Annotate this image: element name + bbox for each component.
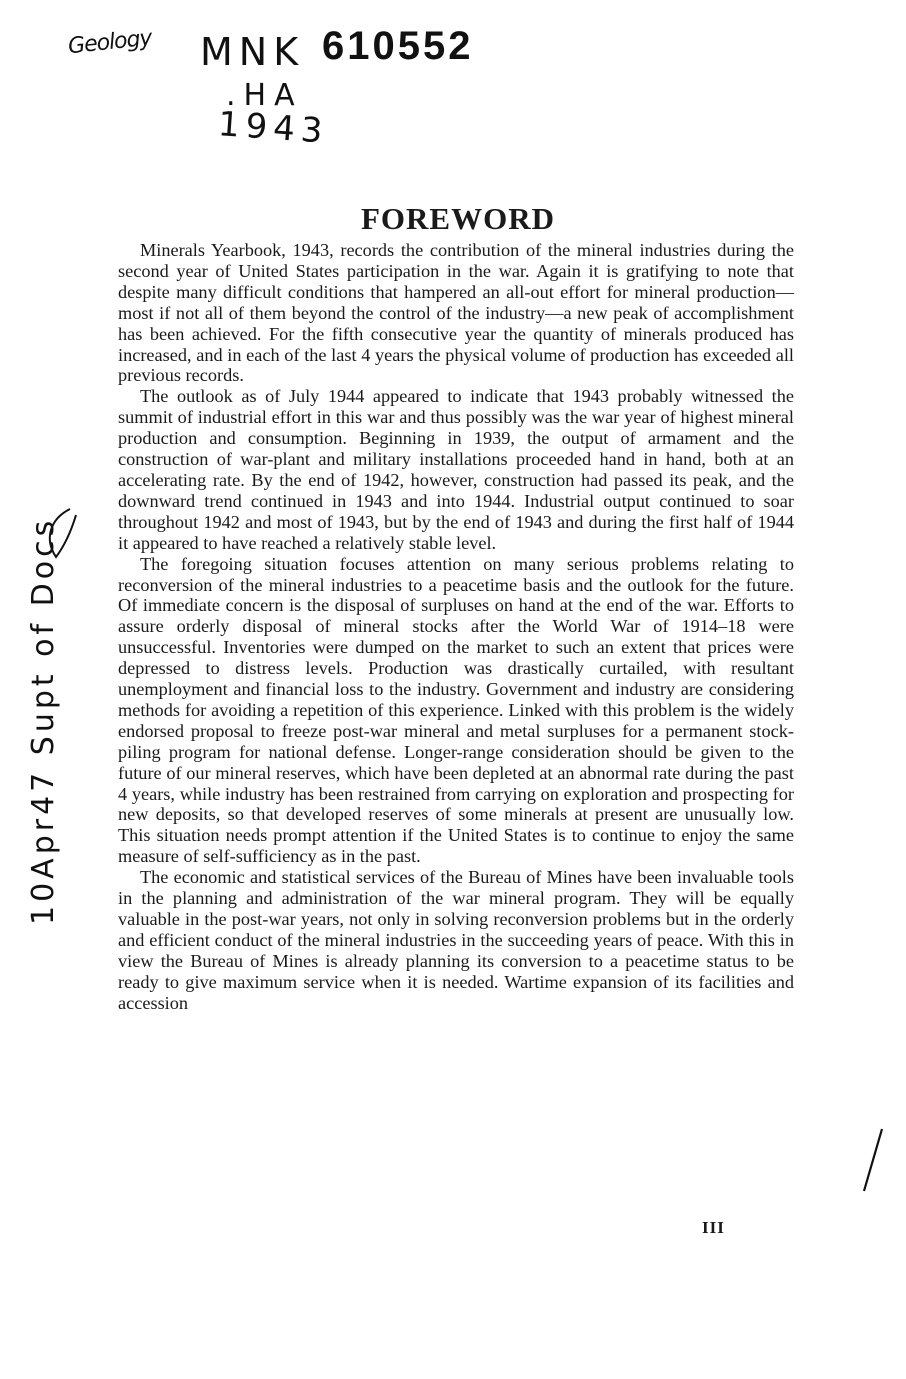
paragraph-2: The outlook as of July 1944 appeared to indicate that 1943 probably witnessed the summit of industrial effort in this war and thus possibly was the war year of highest mineral production and consumption. Beginning in 1939, the output of armament and the construction of war-plant and military installations proceeded hand in hand, both at an accelerating rate. By the end of 1942, however, construction had passed its peak, and the downward trend continued in 1943 and into 1944. Industrial output continued to soar throughout 1942 and most of 1943, but by the end of 1943 and during the first half of 1944 it appeared to have reached a relatively stable level. xyxy=(118,386,794,553)
margin-pen-mark xyxy=(40,505,80,565)
page-title: FOREWORD xyxy=(361,200,555,236)
paragraph-3: The foregoing situation focuses attention on many serious problems relating to reconversion of the mineral industries to a peacetime basis and the outlook for the future. Of immediate concern is the disposal of surpluses on hand at the end of the war. Efforts to assure orderly disposal of mineral stocks after the World War of 1914–18 were unsuccessful. Inventories were dumped on the market to such an extent that prices were depressed to distress levels. Production was drastically curtailed, with resultant unemployment and financial loss to the industry. Government and industry are considering methods for avoiding a repetition of this experience. Linked with this problem is the widely endorsed proposal to freeze post-war mineral and metal surpluses for a permanent stock-piling program for national defense. Longer-range consideration should be given to the future of our mineral reserves, which have been depleted at an abnormal rate during the past 4 years, while industry has been restrained from carrying on exploration and prospecting for new deposits, so that developed reserves of some minerals at present are unusually low. This situation needs prompt attention if the United States is to continue to enjoy the same measure of self-sufficiency as in the past. xyxy=(118,553,794,867)
accession-number-stamp: 610552 xyxy=(322,24,474,68)
handwritten-subject-note: Geology xyxy=(66,25,153,60)
handwritten-call-number: MNK xyxy=(200,30,305,74)
handwritten-year: 1943 xyxy=(216,104,330,152)
paragraph-4: The economic and statistical services of the Bureau of Mines have been invaluable tools in the planning and administration of the war mineral program. They will be equally valuable in the post-war years, not only in solving reconversion problems but in the orderly and efficient conduct of the mineral industries in the succeeding years of peace. With this in view the Bureau of Mines is already planning its conversion to a peacetime status to be ready to give maximum service when it is needed. Wartime expansion of its facilities and accession xyxy=(118,867,794,1013)
margin-slash-mark xyxy=(858,1125,888,1195)
foreword-body xyxy=(118,240,794,1014)
handwritten-call-line: .HA xyxy=(226,78,303,113)
paragraph-1: Minerals Yearbook, 1943, records the contribution of the mineral industries during the second year of United States participation in the war. Again it is gratifying to note that despite many difficult conditions that hampered an all-out effort for mineral production—most if not all of them beyond the control of the industry—a new peak of accomplishment has been achieved. For the fifth consecutive year the quantity of minerals produced has increased, and in each of the last 4 years the physical volume of production has exceeded all previous records. xyxy=(118,240,794,386)
page-number: III xyxy=(702,1218,725,1237)
handwritten-margin-note: 10Apr47 Supt of Docs xyxy=(26,516,61,925)
